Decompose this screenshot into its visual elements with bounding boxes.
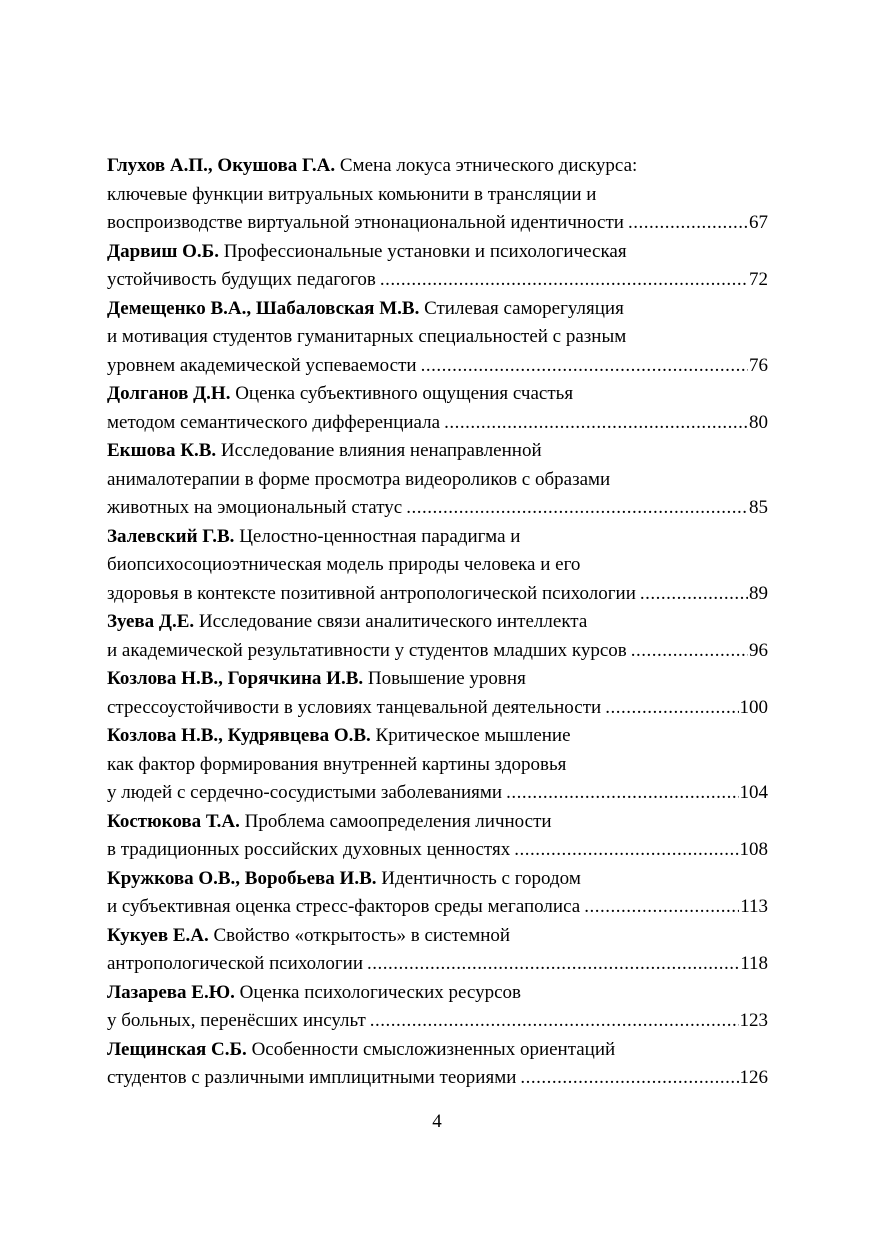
toc-entry[interactable] <box>107 437 768 523</box>
leader-dots <box>640 580 748 609</box>
toc-entry-authors: Глухов А.П., Окушова Г.А. <box>107 155 336 176</box>
toc-entry-title-end: у людей с сердечно-сосудистыми заболеваниями <box>107 782 503 803</box>
toc-entry[interactable] <box>107 979 768 1036</box>
leader-dots <box>380 266 748 295</box>
toc-entry-title-end: студентов с различными имплицитными теориями <box>107 1067 517 1088</box>
toc-entry-authors: Лещинская С.Б. <box>107 1038 247 1060</box>
toc-entry-page: 67 <box>749 212 768 233</box>
toc-entry-title-end: и академической результативности у студентов младших курсов <box>107 639 627 661</box>
toc-entry-title-end: у больных, перенёсших инсульт <box>107 1010 366 1031</box>
toc-entry-last-line <box>107 352 768 381</box>
toc-entry-authors: Дарвиш О.Б. <box>107 240 219 262</box>
toc-entry-last-line <box>107 779 768 808</box>
toc-entry-first-line <box>107 608 768 637</box>
toc-entry-last-line <box>107 1064 768 1093</box>
toc-entry-authors: Лазарева Е.Ю. <box>107 981 235 1003</box>
toc-entry[interactable] <box>107 523 768 609</box>
toc-entry[interactable] <box>107 808 768 865</box>
toc-entry-authors: Кукуев Е.А. <box>107 924 209 946</box>
toc-entry-title-start: Свойство «открытость» в системной <box>213 924 511 946</box>
toc-entry-title-start: Исследование влияния ненаправленной <box>220 440 542 461</box>
toc-entry-first-line <box>107 238 768 267</box>
toc-entry-title-start: Профессиональные установки и психологическая <box>223 240 627 262</box>
toc-entry[interactable] <box>107 295 768 381</box>
toc-entry-page: 80 <box>749 411 768 433</box>
toc-entry-page: 76 <box>749 354 768 376</box>
toc-entry-page: 113 <box>740 896 768 917</box>
toc-entry-page: 118 <box>740 953 768 974</box>
toc-entry-first-line <box>107 922 768 951</box>
toc-entry[interactable] <box>107 665 768 722</box>
toc-entry-last-line <box>107 694 768 723</box>
toc-entry-first-line <box>107 1036 768 1065</box>
toc-entry[interactable] <box>107 380 768 437</box>
toc-entry-title-start: Проблема самоопределения личности <box>244 810 552 832</box>
leader-dots <box>367 950 739 979</box>
toc-entry-authors: Козлова Н.В., Горячкина И.В. <box>107 668 364 689</box>
toc-entry-last-line <box>107 950 768 979</box>
leader-dots <box>444 409 748 438</box>
toc-entry-first-line <box>107 979 768 1008</box>
toc-entry-page: 104 <box>739 782 768 803</box>
toc-entry[interactable] <box>107 865 768 922</box>
toc-entry-authors: Кружкова О.В., Воробьева И.В. <box>107 867 377 889</box>
toc-entry-last-line <box>107 893 768 922</box>
toc-entry-authors: Зуева Д.Е. <box>107 611 195 632</box>
toc-entry-authors: Екшова К.В. <box>107 440 217 461</box>
leader-dots <box>631 637 748 666</box>
toc-entry-title-end: животных на эмоциональный статус <box>107 497 403 518</box>
table-of-contents <box>107 152 768 1093</box>
leader-dots <box>506 779 738 808</box>
leader-dots <box>406 494 748 523</box>
toc-entry-first-line <box>107 523 768 552</box>
toc-entry-title-start: Смена локуса этнического дискурса: <box>339 155 638 176</box>
toc-entry[interactable] <box>107 922 768 979</box>
toc-entry-last-line <box>107 209 768 238</box>
toc-entry[interactable] <box>107 152 768 238</box>
toc-entry-title-line: ключевые функции витруальных комьюнити в трансляции и <box>107 183 597 205</box>
toc-entry-last-line <box>107 637 768 666</box>
toc-entry-page: 96 <box>749 639 768 661</box>
toc-entry-title-start: Целостно-ценностная парадигма и <box>239 525 521 547</box>
leader-dots <box>520 1064 738 1093</box>
toc-entry-title-end: воспроизводстве виртуальной этнонациональной идентичности <box>107 212 624 233</box>
toc-entry-title-end: устойчивость будущих педагогов <box>107 269 376 290</box>
toc-entry-title-line: анималотерапии в форме просмотра видеороликов с образами <box>107 468 611 490</box>
leader-dots <box>628 209 748 238</box>
toc-entry[interactable] <box>107 722 768 808</box>
toc-entry-title-end: в традиционных российских духовных ценностях <box>107 839 511 860</box>
toc-entry-title-start: Оценка психологических ресурсов <box>239 981 522 1003</box>
toc-entry-page: 72 <box>749 269 768 290</box>
toc-entry-last-line <box>107 266 768 295</box>
leader-dots <box>421 352 748 381</box>
toc-entry-page: 108 <box>739 839 768 860</box>
toc-entry-last-line <box>107 1007 768 1036</box>
toc-entry-last-line <box>107 494 768 523</box>
toc-entry-first-line <box>107 808 768 837</box>
toc-entry[interactable] <box>107 1036 768 1093</box>
toc-entry-title-end: методом семантического дифференциала <box>107 411 441 433</box>
toc-entry-title-line: и мотивация студентов гуманитарных специальностей с разным <box>107 326 627 347</box>
toc-entry-first-line <box>107 722 768 751</box>
toc-entry-title-start: Идентичность с городом <box>381 867 581 889</box>
toc-entry-page: 89 <box>749 582 768 604</box>
toc-entry-authors: Демещенко В.А., Шабаловская М.В. <box>107 297 420 319</box>
toc-entry-title-start: Оценка субъективного ощущения счастья <box>235 383 574 404</box>
toc-entry-title-start: Стилевая саморегуляция <box>424 297 624 319</box>
toc-entry-title-start: Повышение уровня <box>367 668 526 689</box>
toc-entry-last-line <box>107 836 768 865</box>
toc-entry-page: 123 <box>739 1010 768 1031</box>
toc-entry-last-line <box>107 409 768 438</box>
toc-entry-page: 126 <box>739 1067 768 1088</box>
toc-entry-first-line <box>107 295 768 324</box>
page-number: 4 <box>432 1111 442 1132</box>
toc-entry-title-start: Критическое мышление <box>375 725 571 746</box>
toc-entry-first-line <box>107 437 768 466</box>
toc-entry[interactable] <box>107 238 768 295</box>
toc-entry-authors: Козлова Н.В., Кудрявцева О.В. <box>107 725 371 746</box>
toc-entry-authors: Долганов Д.Н. <box>107 383 231 404</box>
leader-dots <box>370 1007 739 1036</box>
toc-entry-last-line <box>107 580 768 609</box>
leader-dots <box>514 836 738 865</box>
toc-entry-page: 85 <box>749 497 768 518</box>
toc-entry-title-line: как фактор формирования внутренней картины здоровья <box>107 753 567 775</box>
toc-entry-authors: Костюкова Т.А. <box>107 810 240 832</box>
toc-entry[interactable] <box>107 608 768 665</box>
toc-entry-title-start: Особенности смысложизненных ориентаций <box>251 1038 616 1060</box>
toc-entry-page: 100 <box>739 696 768 718</box>
leader-dots <box>605 694 738 723</box>
toc-entry-title-end: здоровья в контексте позитивной антропологической психологии <box>107 582 636 604</box>
leader-dots <box>584 893 739 922</box>
toc-entry-title-end: уровнем академической успеваемости <box>107 354 417 376</box>
toc-entry-title-start: Исследование связи аналитического интеллекта <box>198 611 588 632</box>
toc-entry-title-end: антропологической психологии <box>107 953 363 974</box>
toc-entry-first-line <box>107 865 768 894</box>
toc-entry-first-line <box>107 152 768 181</box>
toc-entry-title-line: биопсихосоциоэтническая модель природы человека и его <box>107 554 581 575</box>
toc-entry-authors: Залевский Г.В. <box>107 525 235 547</box>
toc-entry-first-line <box>107 380 768 409</box>
toc-entry-first-line <box>107 665 768 694</box>
toc-entry-title-end: стрессоустойчивости в условиях танцевальной деятельности <box>107 696 602 718</box>
toc-entry-title-end: и субъективная оценка стресс-факторов среды мегаполиса <box>107 896 581 917</box>
